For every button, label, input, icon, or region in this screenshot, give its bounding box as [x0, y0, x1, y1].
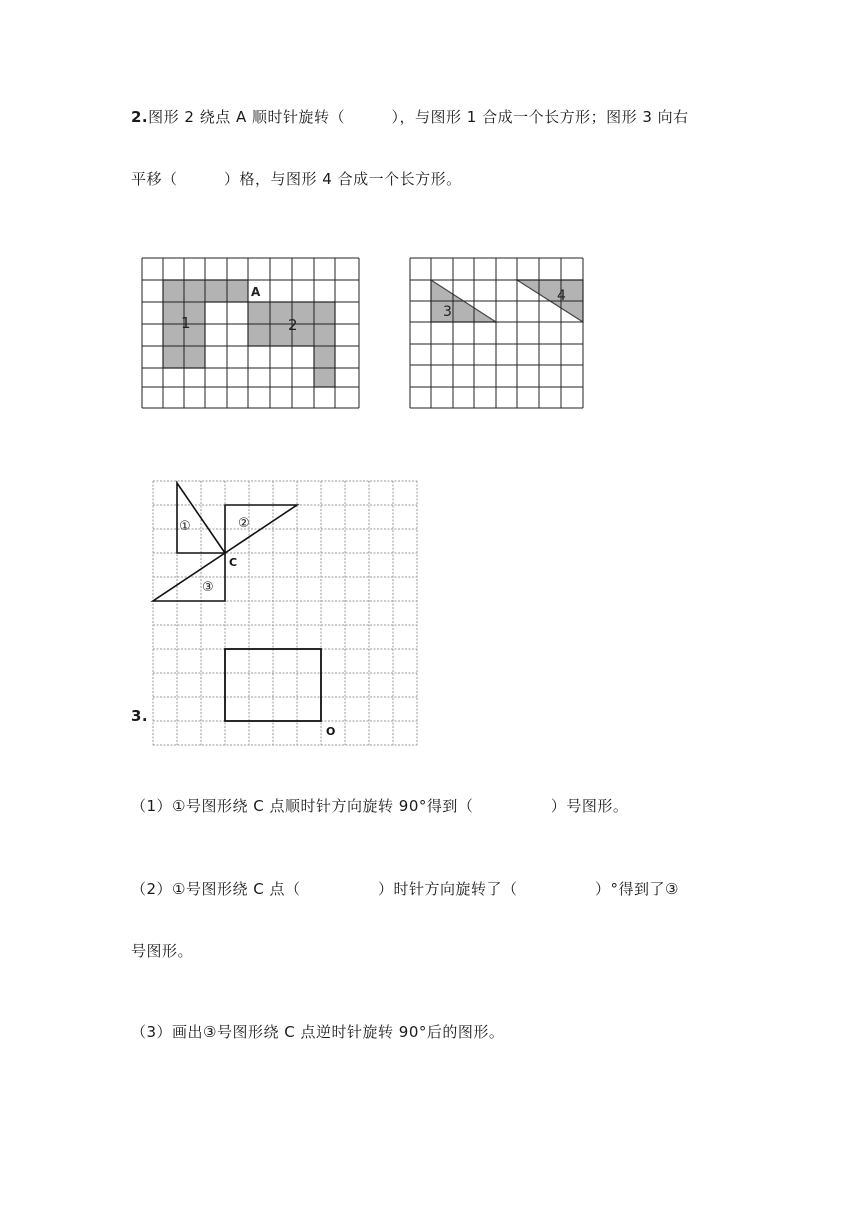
label-4: 4	[557, 288, 566, 304]
q2-number: 2.	[131, 108, 149, 126]
grid-lines-2	[410, 258, 583, 408]
label-A: A	[251, 285, 261, 299]
q3-sub-2-line-1: （2）①号图形绕 C 点（ ）时针方向旋转了（ ）°得到了③	[131, 880, 679, 898]
label-C: C	[229, 556, 238, 569]
q2-line-1	[131, 106, 689, 127]
q3-number: 3.	[131, 707, 149, 725]
q2-grid-figure-2	[405, 252, 590, 412]
q2-text-1: 图形 2 绕点 A 顺时针旋转（ ），与图形 1 合成一个长方形；图形 3 向右	[148, 108, 689, 126]
dotted-grid	[153, 481, 417, 745]
label-O: O	[326, 725, 336, 738]
q2-grid-figure-1	[138, 252, 368, 412]
q2-line-2: 平移（ ）格，与图形 4 合成一个长方形。	[131, 170, 462, 188]
label-circled-3: ③	[202, 580, 214, 595]
q3-sub-2-line-2: 号图形。	[131, 942, 194, 960]
q3-grid-figure	[150, 478, 422, 750]
label-circled-2: ②	[238, 516, 250, 531]
label-2: 2	[288, 316, 298, 334]
q3-sub-3: （3）画出③号图形绕 C 点逆时针旋转 90°后的图形。	[131, 1023, 505, 1041]
q3-sub-1: （1）①号图形绕 C 点顺时针方向旋转 90°得到（ ）号图形。	[131, 797, 629, 815]
label-1: 1	[181, 314, 191, 332]
label-circled-1: ①	[179, 519, 191, 534]
label-3: 3	[443, 304, 452, 320]
